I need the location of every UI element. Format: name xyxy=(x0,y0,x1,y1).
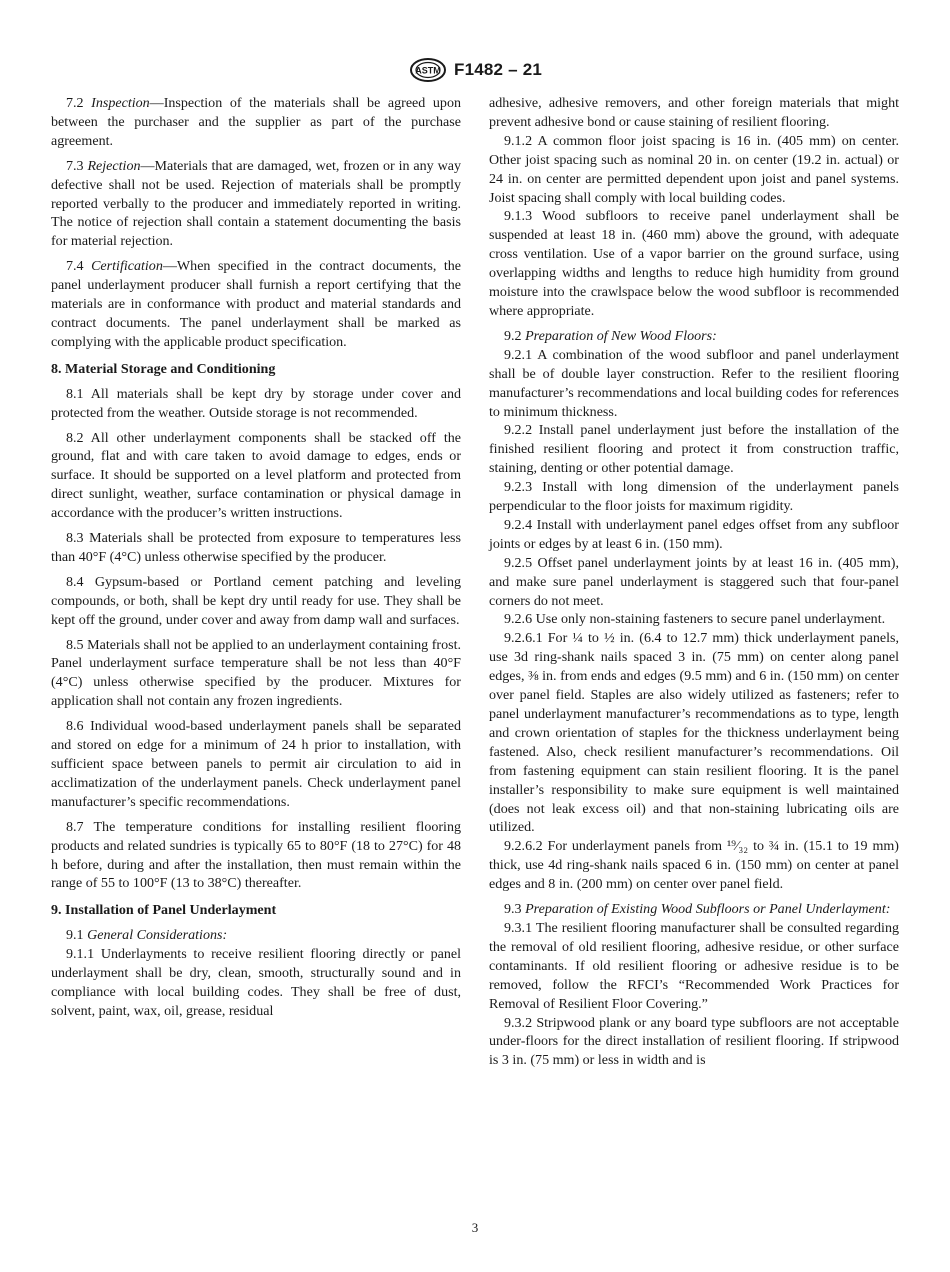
section-9-1-2: 9.1.2 A common floor joist spacing is 16 in. (405 mm) on center. Other joist spacing such as nominal 20 in. on center (19.2 in. actual) or 24 in. on center are permitted dependent upon joist and panel systems. Joist spacing shall comply with local building codes. xyxy=(489,132,899,206)
section-8-4: 8.4 Gypsum-based or Portland cement patching and leveling compounds, or both, shall be kept dry until ready for use. They shall be kept off the ground, under cover and away from damp wall and surfaces. xyxy=(51,573,461,628)
section-9-3: 9.3 Preparation of Existing Wood Subfloors or Panel Underlayment: xyxy=(504,901,891,918)
right-column xyxy=(489,94,899,1070)
section-9-2-6: 9.2.6 Use only non-staining fasteners to secure panel underlayment. xyxy=(504,611,886,628)
section-9-2-6-2: 9.2.6.2 For underlayment panels from ¹⁹⁄₃₂ to ¾ in. (15.1 to 19 mm) thick, use 4d ring-shank nails spaced 6 in. (150 mm) on center at panel edges and 8 in. (200 mm) on center over panel field. xyxy=(489,838,899,893)
section-9-1-1-continued: adhesive, adhesive removers, and other foreign materials that might prevent adhesive bond or cause staining of resilient flooring. xyxy=(489,95,899,130)
section-9-2-3: 9.2.3 Install with long dimension of the underlayment panels perpendicular to the floor joists for maximum rigidity. xyxy=(489,479,899,515)
section-9-2: 9.2 Preparation of New Wood Floors: xyxy=(504,327,717,344)
section-9-3-1: 9.3.1 The resilient flooring manufacturer shall be consulted regarding the removal of old resilient flooring, adhesive residue, or other surface contaminants. If old resilient flooring or adhesive residue is to be removed, follow the RFCI’s “Recommended Work Practices for Removal of Resilient Floor Covering.” xyxy=(489,919,899,1012)
section-8-2: 8.2 All other underlayment components shall be stacked off the ground, flat and with care taken to avoid damage to edges, ends or surface. It should be supported on a level platform and protected from direct sunlight, weather, surface contamination or physical damage in accordance with the producer’s written instructions. xyxy=(51,429,461,522)
section-8-7: 8.7 The temperature conditions for installing resilient flooring products and related sundries is typically 65 to 80°F (18 to 27°C) for 48 h before, during and after the installation, then must remain within the range of 55 to 100°F (13 to 38°C) thereafter. xyxy=(51,818,461,892)
section-9-1-3: 9.1.3 Wood subfloors to receive panel underlayment shall be suspended at least 18 in. (460 mm) above the ground, with adequate cross ventilation. Use of a vapor barrier on the ground surface, using overlapping widths and lengths to reduce high humidity from ground moisture into the crawlspace below the wood subfloor is recommended where appropriate. xyxy=(489,208,899,319)
logo-text: ASTM xyxy=(415,65,441,76)
document-id: F1482 – 21 xyxy=(453,60,542,79)
astm-logo-icon xyxy=(408,57,448,83)
page-header xyxy=(0,56,950,84)
section-9-2-4: 9.2.4 Install with underlayment panel edges offset from any subfloor joints or edges by at least 6 in. (150 mm). xyxy=(489,516,899,552)
section-9-1: 9.1 General Considerations: xyxy=(66,927,228,944)
left-column xyxy=(51,94,461,1021)
section-7-3: 7.3 Rejection—Materials that are damaged, wet, frozen or in any way defective shall not be used. Rejection of materials shall be promptly reported verbally to the producer and immediately reported in writing. The notice of rejection shall contain a statement documenting the basis for material rejection. xyxy=(51,157,461,250)
heading-section-9: 9. Installation of Panel Underlayment xyxy=(51,902,277,919)
section-9-1-1: 9.1.1 Underlayments to receive resilient flooring directly or panel underlayment shall be dry, clean, smooth, structurally sound and in compliance with local building codes. They shall be free of dust, solvent, paint, wax, oil, grease, residual xyxy=(51,946,461,1019)
section-8-6: 8.6 Individual wood-based underlayment panels shall be separated and stored on edge for a minimum of 24 h prior to installation, with sufficient space between panels to permit air circulation to aid in acclimatization of the underlayment panels. Check underlayment panel manufacturer’s specific recommendations. xyxy=(51,718,461,810)
section-9-3-2: 9.3.2 Stripwood plank or any board type subfloors are not acceptable under-floors for the direct installation of resilient flooring. If stripwood is 3 in. (75 mm) or less in width and is xyxy=(489,1014,899,1069)
section-8-3: 8.3 Materials shall be protected from exposure to temperatures less than 40°F (4°C) unless otherwise specified by the producer. xyxy=(51,530,461,565)
section-9-2-6-1: 9.2.6.1 For ¼ to ½ in. (6.4 to 12.7 mm) thick underlayment panels, use 3d ring-shank nails spaced 3 in. (75 mm) on center along panel edges, ⅜ in. from ends and edges (9.5 mm) and 6 in. (150 mm) on center over panel field. Staples are also widely utilized as fasteners; refer to panel underlayment manufacturer’s recommendations as to type, length and crown orientation of staples for the thickness underlayment being fastened. Also, check resilient manufacturer’s recommendations. Oil from fastening equipment can stain resilient flooring. It is the panel installer’s responsibility to make sure equipment is well maintained (does not leak excess oil) and that non-staining lubricating oils are utilized. xyxy=(489,630,899,836)
section-7-4: 7.4 Certification—When specified in the contract documents, the panel underlayment producer shall furnish a report certifying that the materials are in conformance with product and material standards and contract documents. The panel underlayment shall be marked as complying with the applicable product specification. xyxy=(51,258,461,350)
section-7-2: 7.2 Inspection—Inspection of the materials shall be agreed upon between the purchaser and the supplier as part of the purchase agreement. xyxy=(51,95,462,149)
section-9-2-5: 9.2.5 Offset panel underlayment joints by at least 16 in. (405 mm), and make sure panel underlayment is staggered such that four-panel corners do not meet. xyxy=(489,554,899,609)
section-8-5: 8.5 Materials shall not be applied to an underlayment containing frost. Panel underlayment surface temperature shall be not less than 40°F (4°C) unless otherwise specified by the producer. Mixtures for application shall not contain any frozen ingredients. xyxy=(51,636,461,710)
page-number: 3 xyxy=(471,1220,479,1235)
section-9-2-2: 9.2.2 Install panel underlayment just before the installation of the finished resilient flooring and protect it from construction traffic, staining, denting or other potential damage. xyxy=(489,422,899,477)
section-9-2-1: 9.2.1 A combination of the wood subfloor and panel underlayment shall be of double layer construction. Refer to the resilient flooring manufacturer’s recommendations and local building codes for references to minimum thickness. xyxy=(489,346,899,420)
heading-section-8: 8. Material Storage and Conditioning xyxy=(51,360,276,377)
section-8-1: 8.1 All materials shall be kept dry by storage under cover and protected from the weather. Outside storage is not recommended. xyxy=(51,385,461,421)
